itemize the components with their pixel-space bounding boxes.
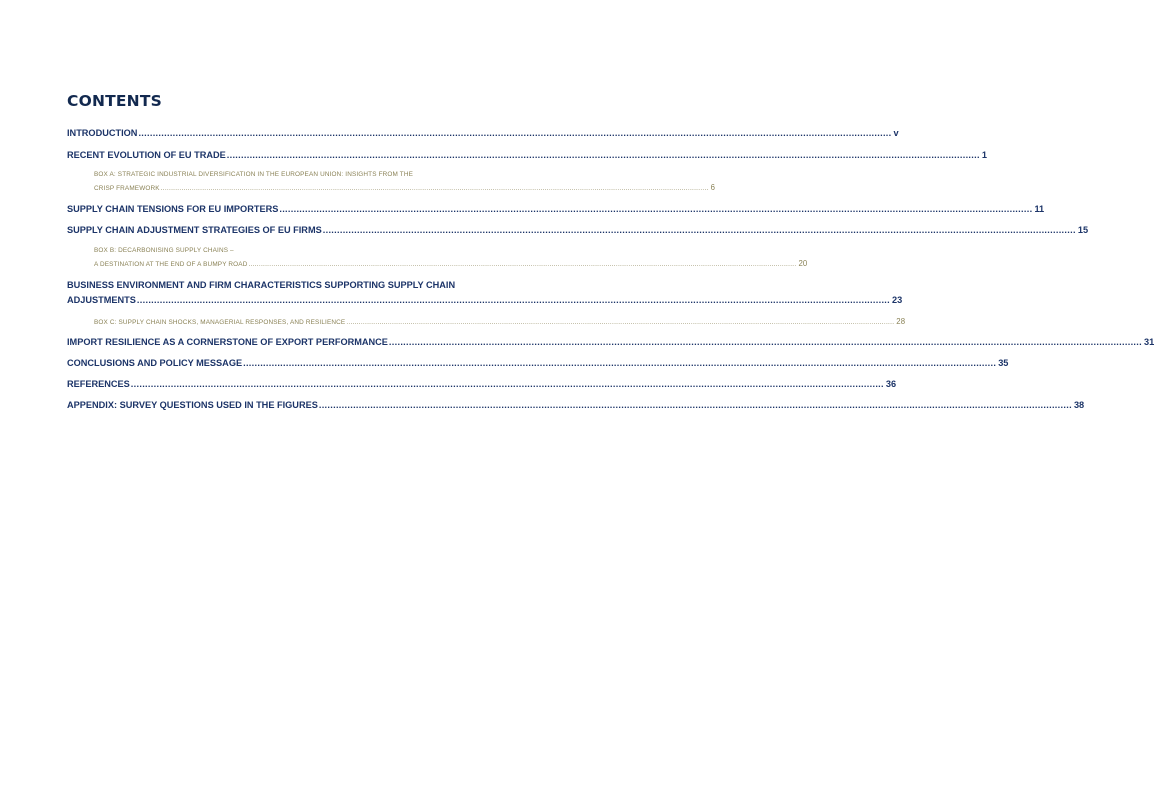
toc-page-number: v <box>893 128 899 138</box>
toc-page-number: 11 <box>1034 204 1045 214</box>
toc-entry-title: SUPPLY CHAIN ADJUSTMENT STRATEGIES OF EU FIRMS <box>67 225 322 235</box>
toc-entry-title: SUPPLY CHAIN TENSIONS FOR EU IMPORTERS <box>67 204 279 214</box>
toc-page-number: 1 <box>981 150 987 160</box>
toc-entry-supply-chain-tensions[interactable] <box>67 204 1045 214</box>
toc-entry-box-b[interactable] <box>94 259 808 268</box>
toc-entry-title: RECENT EVOLUTION OF EU TRADE <box>67 150 226 160</box>
toc-box-a-line1[interactable]: BOX A: STRATEGIC INDUSTRIAL DIVERSIFICATION IN THE EUROPEAN UNION: INSIGHTS FROM THE <box>94 171 414 178</box>
toc-entry-appendix[interactable] <box>67 400 1085 410</box>
dot-leader <box>249 261 797 268</box>
toc-page-number: 35 <box>998 358 1009 368</box>
dot-leader <box>227 150 980 160</box>
dot-leader <box>138 128 891 138</box>
dot-leader <box>389 337 1142 347</box>
dot-leader <box>279 204 1032 214</box>
toc-entry-title: ADJUSTMENTS <box>67 295 136 305</box>
toc-page-number: 38 <box>1073 400 1085 410</box>
dot-leader <box>161 185 709 192</box>
dot-leader <box>346 319 894 326</box>
toc-entry-references[interactable] <box>67 379 897 389</box>
toc-page-number: 23 <box>892 295 903 305</box>
toc-entry-title: INTRODUCTION <box>67 128 138 138</box>
toc-entry-business-environment[interactable] <box>67 295 903 305</box>
toc-entry-adjustment-strategies[interactable] <box>67 225 1089 235</box>
toc-entry-title: CONCLUSIONS AND POLICY MESSAGE <box>67 358 243 368</box>
toc-entry-conclusions[interactable] <box>67 358 1009 368</box>
toc-page-number: 28 <box>896 317 906 326</box>
dot-leader <box>137 295 890 305</box>
dot-leader <box>131 379 884 389</box>
toc-entry-box-c[interactable] <box>94 317 906 326</box>
toc-entry-title: A DESTINATION AT THE END OF A BUMPY ROAD <box>94 261 248 268</box>
toc-entry-title: BOX C: SUPPLY CHAIN SHOCKS, MANAGERIAL RESPONSES, AND RESILIENCE <box>94 319 346 326</box>
toc-page-number: 31 <box>1144 337 1154 347</box>
toc-page-number: 15 <box>1077 225 1089 235</box>
toc-page-number: 20 <box>798 259 808 268</box>
toc-page-number: 36 <box>885 379 897 389</box>
dot-leader <box>243 358 996 368</box>
toc-entry-title: REFERENCES <box>67 379 130 389</box>
toc-entry-recent-evolution[interactable] <box>67 150 987 160</box>
toc-entry-import-resilience[interactable] <box>67 337 1154 347</box>
contents-heading: CONTENTS <box>67 92 162 110</box>
toc-entry-title: APPENDIX: SURVEY QUESTIONS USED IN THE FIGURES <box>67 400 318 410</box>
toc-entry-title: CRISP FRAMEWORK <box>94 185 160 192</box>
toc-page-number: 6 <box>710 183 716 192</box>
dot-leader <box>319 400 1072 410</box>
toc-entry-introduction[interactable] <box>67 128 899 138</box>
toc-entry-box-a[interactable] <box>94 183 716 192</box>
toc-box-b-line1[interactable]: BOX B: DECARBONISING SUPPLY CHAINS – <box>94 247 234 254</box>
toc-business-environment-line1[interactable]: BUSINESS ENVIRONMENT AND FIRM CHARACTERISTICS SUPPORTING SUPPLY CHAIN <box>67 280 456 290</box>
dot-leader <box>323 225 1076 235</box>
toc-entry-title: IMPORT RESILIENCE AS A CORNERSTONE OF EXPORT PERFORMANCE <box>67 337 388 347</box>
